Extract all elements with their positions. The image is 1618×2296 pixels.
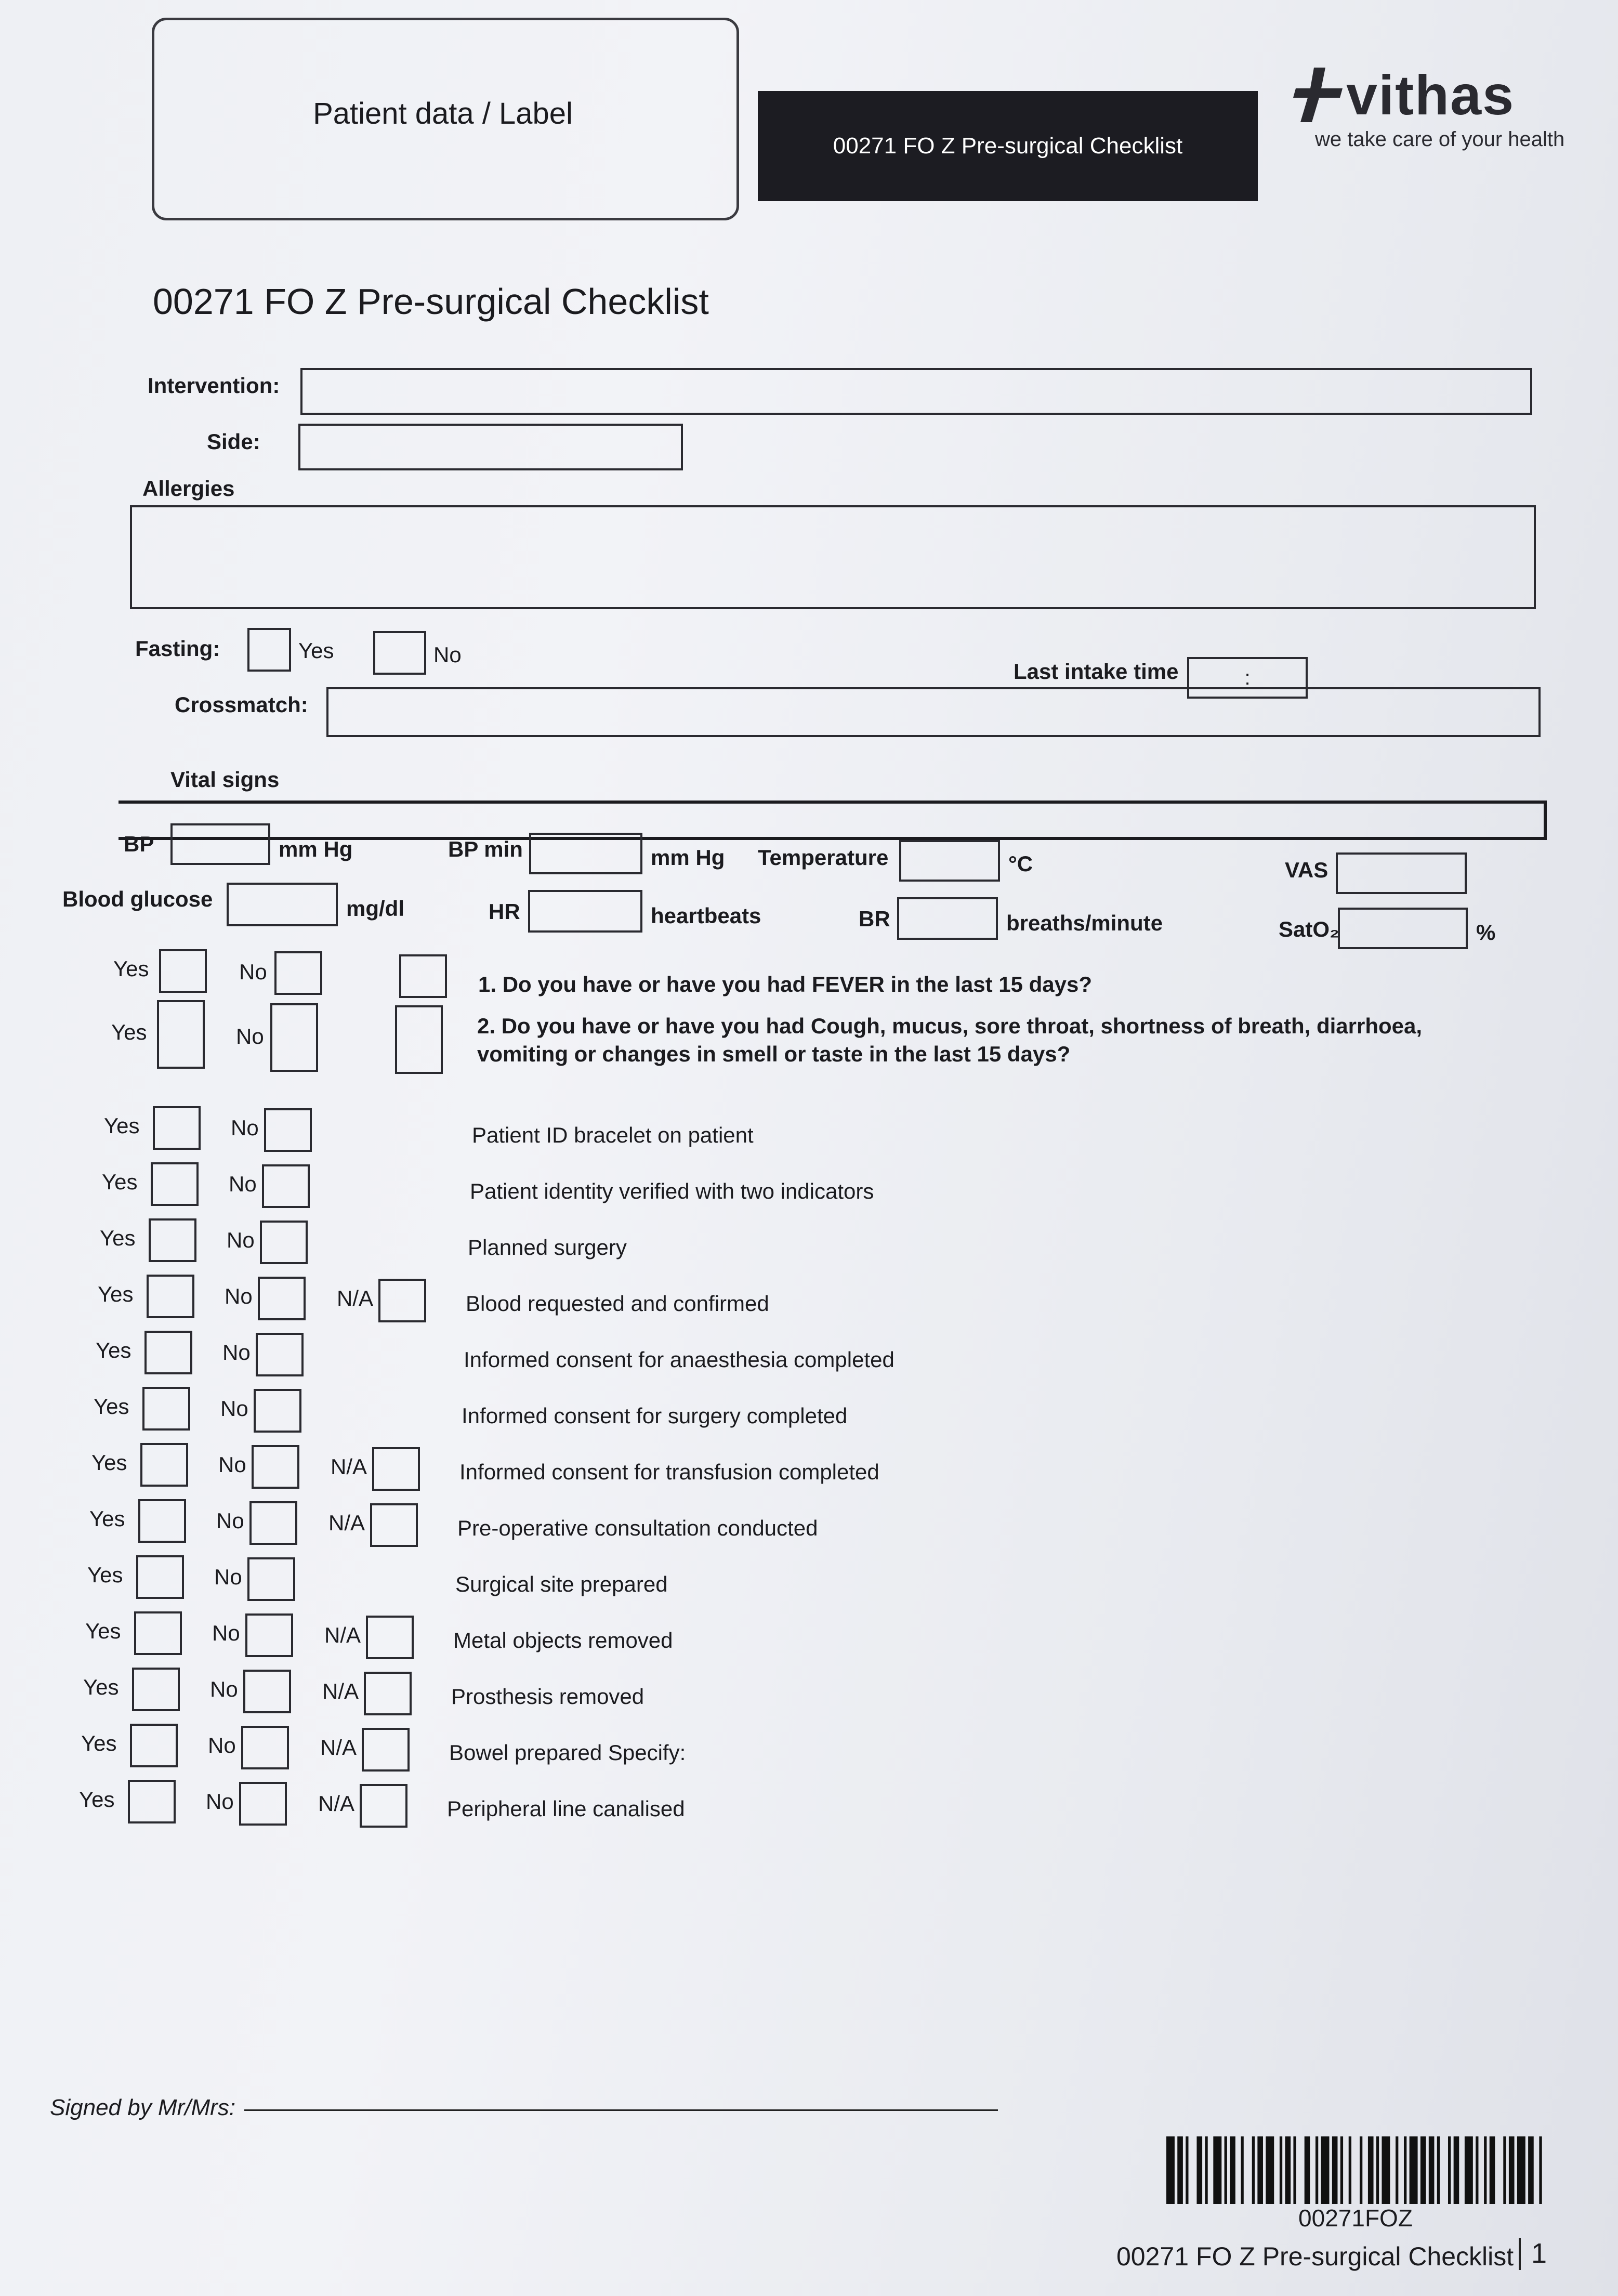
checklist-yes-label: Yes [100, 1226, 136, 1250]
bp-min-field[interactable] [529, 833, 642, 874]
q2-text-line2: vomiting or changes in smell or taste in the last 15 days? [477, 1042, 1071, 1066]
crossmatch-label: Crossmatch: [175, 692, 308, 717]
checklist-na-label: N/A [324, 1623, 361, 1647]
checklist-na-label: N/A [328, 1511, 365, 1535]
bp-label: BP [124, 832, 154, 856]
fasting-no-checkbox[interactable] [373, 631, 426, 675]
checklist-na-label: N/A [337, 1286, 374, 1310]
checklist-yes-checkbox[interactable] [147, 1275, 194, 1318]
checklist-item-text: Planned surgery [468, 1235, 627, 1259]
checklist-no-label: No [231, 1116, 259, 1140]
checklist-na-checkbox[interactable] [362, 1728, 410, 1772]
checklist-na-label: N/A [322, 1679, 359, 1703]
checklist-no-label: No [218, 1452, 246, 1477]
checklist-item-text: Surgical site prepared [455, 1572, 668, 1596]
checklist-yes-checkbox[interactable] [144, 1331, 192, 1374]
bp-field[interactable] [170, 823, 270, 865]
checklist-yes-label: Yes [91, 1450, 127, 1475]
last-intake-label: Last intake time [1014, 659, 1179, 684]
q2-no-checkbox[interactable] [270, 1003, 318, 1072]
vital-signs-rule [119, 801, 1547, 840]
checklist-yes-label: Yes [98, 1282, 134, 1306]
checklist-yes-checkbox[interactable] [132, 1668, 180, 1711]
checklist-no-checkbox[interactable] [247, 1557, 295, 1601]
footer-doc-title: 00271 FO Z Pre-surgical Checklist [1116, 2242, 1514, 2271]
checklist-yes-label: Yes [85, 1619, 121, 1643]
checklist-yes-label: Yes [96, 1338, 131, 1362]
checklist-item-text: Peripheral line canalised [447, 1796, 685, 1821]
q2-yes-label: Yes [111, 1020, 147, 1044]
q2-yes-checkbox[interactable] [157, 1000, 205, 1069]
side-field[interactable] [298, 424, 683, 470]
checklist-yes-checkbox[interactable] [142, 1387, 190, 1431]
blood-glucose-label: Blood glucose [62, 887, 213, 911]
checklist-yes-checkbox[interactable] [151, 1162, 199, 1206]
checklist-no-checkbox[interactable] [249, 1501, 297, 1545]
q2-no-label: No [236, 1024, 264, 1048]
allergies-field[interactable] [130, 505, 1536, 609]
checklist-yes-label: Yes [81, 1731, 117, 1755]
checklist-no-checkbox[interactable] [243, 1670, 291, 1713]
checklist-no-label: No [210, 1677, 238, 1701]
checklist-no-label: No [206, 1789, 234, 1814]
checklist-no-checkbox[interactable] [241, 1726, 289, 1769]
crossmatch-field[interactable] [326, 687, 1541, 737]
q1-extra-checkbox[interactable] [399, 954, 447, 998]
patient-label-text: Patient data / Label [313, 97, 573, 130]
checklist-no-checkbox[interactable] [256, 1333, 304, 1376]
checklist-na-label: N/A [318, 1791, 355, 1816]
sato2-field[interactable] [1338, 908, 1468, 949]
checklist-yes-label: Yes [89, 1506, 125, 1531]
checklist-yes-label: Yes [104, 1113, 140, 1138]
checklist-item-text: Informed consent for anaesthesia completed [464, 1347, 894, 1372]
checklist-yes-label: Yes [94, 1394, 129, 1419]
checklist-no-label: No [212, 1621, 240, 1645]
form-banner-text: 00271 FO Z Pre-surgical Checklist [833, 133, 1183, 159]
br-unit: breaths/minute [1006, 911, 1163, 935]
fasting-yes-label: Yes [298, 638, 334, 663]
last-intake-value: : [1244, 666, 1251, 689]
checklist-item-text: Blood requested and confirmed [466, 1291, 769, 1316]
br-label: BR [859, 907, 890, 931]
signed-by-label: Signed by Mr/Mrs: [50, 2095, 235, 2120]
checklist-na-label: N/A [320, 1735, 357, 1760]
signature-line[interactable] [244, 2109, 998, 2111]
form-title: 00271 FO Z Pre-surgical Checklist [153, 281, 709, 322]
checklist-yes-label: Yes [87, 1563, 123, 1587]
checklist-na-checkbox[interactable] [366, 1616, 414, 1659]
temperature-unit: °C [1008, 851, 1033, 876]
checklist-yes-checkbox[interactable] [149, 1218, 196, 1262]
checklist-no-label: No [227, 1228, 255, 1252]
checklist-item-text: Metal objects removed [453, 1628, 673, 1652]
checklist-na-checkbox[interactable] [370, 1503, 418, 1547]
checklist-item-text: Prosthesis removed [451, 1684, 644, 1709]
fasting-label: Fasting: [135, 636, 220, 661]
checklist-yes-checkbox[interactable] [134, 1611, 182, 1655]
checklist-na-checkbox[interactable] [364, 1672, 412, 1715]
temperature-label: Temperature [758, 845, 889, 870]
checklist-yes-checkbox[interactable] [140, 1443, 188, 1487]
bp-min-unit: mm Hg [651, 845, 725, 870]
checklist-item-text: Patient ID bracelet on patient [472, 1123, 754, 1147]
hr-field[interactable] [528, 890, 642, 933]
intervention-field[interactable] [300, 368, 1532, 415]
q1-no-checkbox[interactable] [274, 951, 322, 995]
checklist-item-text: Pre-operative consultation conducted [457, 1516, 818, 1540]
checklist-yes-label: Yes [83, 1675, 119, 1699]
checklist-yes-checkbox[interactable] [153, 1106, 201, 1150]
checklist-no-label: No [216, 1508, 244, 1533]
checklist-item-text: Informed consent for transfusion completed [459, 1460, 879, 1484]
q2-extra-checkbox[interactable] [395, 1005, 443, 1074]
vithas-logo-icon [1293, 68, 1343, 122]
checklist-item-text: Informed consent for surgery completed [462, 1403, 848, 1428]
barcode-icon [1166, 2136, 1545, 2204]
logo-wordmark: vithas [1346, 63, 1515, 126]
checklist-yes-checkbox[interactable] [136, 1555, 184, 1599]
temperature-field[interactable] [899, 840, 1000, 882]
side-label: Side: [207, 429, 260, 454]
bp-unit: mm Hg [279, 837, 353, 861]
fasting-yes-checkbox[interactable] [247, 628, 291, 672]
hr-unit: heartbeats [651, 903, 761, 928]
vas-label: VAS [1285, 858, 1328, 882]
checklist-na-checkbox[interactable] [378, 1279, 426, 1322]
blood-glucose-unit: mg/dl [346, 896, 404, 921]
sato2-label: SatO₂ [1279, 917, 1339, 941]
vital-signs-label: Vital signs [170, 767, 280, 792]
fasting-no-label: No [433, 642, 462, 667]
checklist-no-label: No [225, 1284, 253, 1308]
checklist-no-checkbox[interactable] [252, 1445, 299, 1489]
q1-yes-label: Yes [113, 956, 149, 981]
checklist-yes-checkbox[interactable] [130, 1724, 178, 1767]
form-banner [758, 91, 1258, 201]
checklist-no-checkbox[interactable] [262, 1164, 310, 1208]
checklist-no-label: No [220, 1396, 248, 1421]
checklist-na-checkbox[interactable] [360, 1784, 407, 1828]
checklist-yes-checkbox[interactable] [128, 1780, 176, 1823]
vas-field[interactable] [1336, 852, 1467, 894]
q2-text-line1: 2. Do you have or have you had Cough, mucus, sore throat, shortness of breath, diarrhoea, [477, 1014, 1423, 1038]
checklist-item-text: Bowel prepared Specify: [449, 1740, 686, 1765]
checklist-no-label: No [229, 1172, 257, 1196]
bp-min-label: BP min [448, 837, 523, 861]
logo-tagline: we take care of your health [1315, 128, 1565, 151]
footer-separator [1519, 2238, 1521, 2270]
sato2-unit: % [1476, 920, 1496, 944]
checklist-no-label: No [214, 1565, 242, 1589]
checklist-yes-label: Yes [102, 1170, 138, 1194]
checklist-na-label: N/A [331, 1454, 367, 1479]
allergies-label: Allergies [142, 476, 235, 501]
checklist-no-label: No [208, 1733, 236, 1757]
checklist-na-checkbox[interactable] [372, 1447, 420, 1491]
checklist-no-checkbox[interactable] [264, 1108, 312, 1152]
barcode-number: 00271FOZ [1298, 2205, 1413, 2232]
blood-glucose-field[interactable] [227, 883, 338, 926]
checklist-no-label: No [222, 1340, 251, 1365]
checklist-yes-label: Yes [79, 1787, 115, 1812]
q1-yes-checkbox[interactable] [159, 949, 207, 993]
checklist-no-checkbox[interactable] [239, 1782, 287, 1826]
page-number: 1 [1531, 2238, 1547, 2269]
q1-text: 1. Do you have or have you had FEVER in the last 15 days? [478, 972, 1093, 996]
checklist-no-checkbox[interactable] [245, 1613, 293, 1657]
checklist-no-checkbox[interactable] [258, 1277, 306, 1320]
br-field[interactable] [897, 897, 998, 940]
q1-no-label: No [239, 960, 267, 984]
checklist-no-checkbox[interactable] [254, 1389, 301, 1433]
intervention-label: Intervention: [148, 373, 280, 398]
checklist-yes-checkbox[interactable] [138, 1499, 186, 1543]
checklist-no-checkbox[interactable] [260, 1221, 308, 1264]
checklist-item-text: Patient identity verified with two indicators [470, 1179, 874, 1203]
hr-label: HR [489, 899, 520, 924]
